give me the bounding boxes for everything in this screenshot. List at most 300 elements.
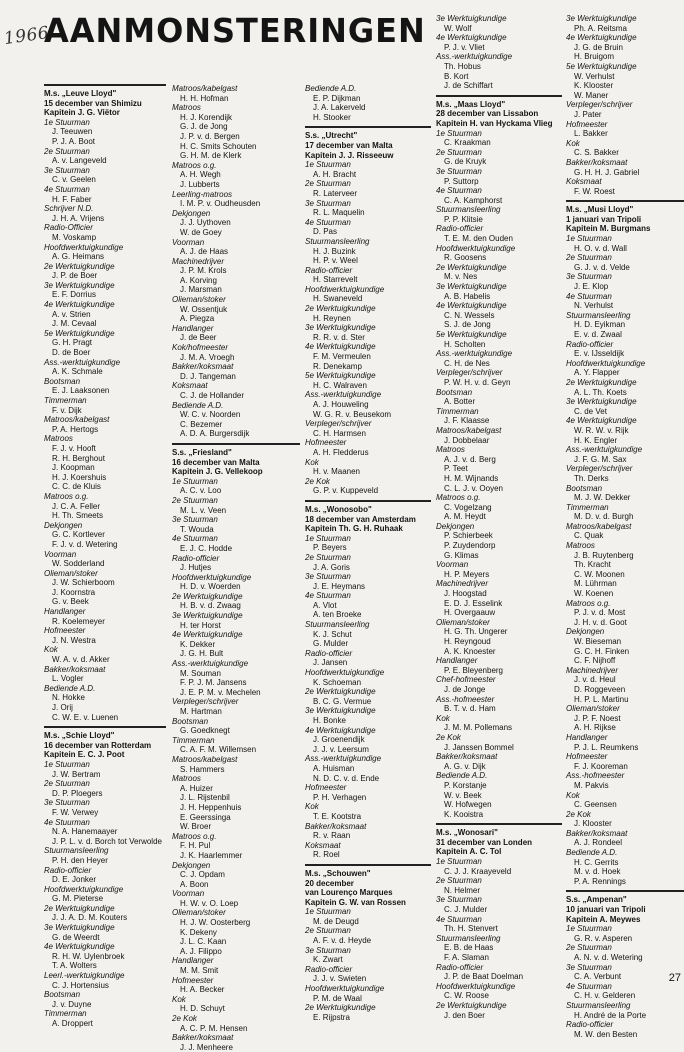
crew-member: G. de Weerdt	[52, 932, 100, 942]
crew-role: Matroos	[172, 103, 201, 113]
crew-member: A. K. Knoester	[444, 646, 496, 656]
crew-member: M. Souman	[180, 668, 221, 678]
crew-member: P. P. Klitsie	[444, 214, 483, 224]
crew-member: A. K. Schmale	[52, 367, 103, 377]
crew-member: P. A. Hertogs	[52, 424, 99, 434]
crew-role: Dekjongen	[172, 208, 211, 218]
crew-role: Hoofdwerktuigkundige	[436, 243, 516, 253]
crew-member: J. J. A. D. M. Kouters	[52, 913, 128, 923]
crew-role: 5e Werktuigkundige	[305, 371, 376, 381]
crew-member: H. D. Eyikman	[574, 320, 626, 330]
crew-member: W. Bieseman	[574, 637, 622, 646]
crew-role: 3e Stuurman	[436, 895, 482, 905]
crew-member: M. M. Smit	[180, 966, 219, 976]
crew-role: Dekjongen	[566, 627, 605, 637]
crew-member: J. de Schiffart	[444, 81, 493, 91]
crew-member: N. A. Hanemaayer	[52, 827, 118, 837]
ship-captain: Kapitein J. G. Vellekoop	[172, 467, 263, 477]
crew-member: J. P. de Baat Doelman	[444, 972, 524, 982]
ship-date: 16 december van Malta	[172, 457, 260, 467]
ship-name: M.s. „Wonosobo"	[305, 504, 372, 514]
crew-role: Matroos/kabelgast	[436, 425, 502, 435]
ship-captain: Kapitein E. C. J. Poot	[44, 750, 125, 760]
crew-member: Th. H. Stenvert	[444, 924, 498, 934]
crew-role: Verpleger/schrijver	[566, 464, 633, 474]
crew-member: D. E. Jonker	[52, 875, 97, 885]
ship-date: 31 december van Londen	[436, 837, 533, 847]
crew-role: Handlanger	[436, 656, 478, 666]
crew-member: C. v. Geelen	[52, 175, 96, 185]
crew-role: 3e Stuurman	[44, 165, 90, 175]
crew-role: Koksmaat	[566, 177, 602, 187]
crew-member: A. Huisman	[313, 763, 355, 773]
crew-role: 4e Stuurman	[305, 217, 351, 227]
ship-entry	[436, 823, 562, 1020]
ship-entry	[305, 126, 431, 496]
crew-member: P. J. v. d. Most	[574, 608, 626, 618]
crew-member: A. J. Filippo	[180, 946, 222, 956]
crew-member: F. A. Slaman	[444, 953, 489, 962]
crew-member: A. G. Heimans	[52, 252, 105, 262]
crew-member: C. J. J. Kraayeveld	[444, 866, 512, 876]
crew-role: Radio-officier	[436, 962, 484, 972]
crew-member: M. D. v. d. Burgh	[574, 512, 634, 522]
crew-role: Kok	[305, 457, 319, 467]
crew-member: J. P. F. Noest	[574, 713, 621, 723]
crew-member: F. H. Pul	[180, 841, 211, 851]
ship-header	[44, 731, 166, 760]
crew-member: H. P. Meyers	[444, 569, 490, 579]
crew-role: 4e Stuurman	[44, 817, 90, 827]
crew-role: 4e Werktuigkundige	[436, 33, 507, 43]
ship-header	[305, 869, 431, 907]
section-rule	[305, 500, 431, 502]
crew-member: G. J. de Jong	[180, 122, 228, 132]
crew-role: 4e Werktuigkundige	[44, 942, 115, 952]
crew-role: Bediende A.D.	[305, 84, 357, 93]
crew-role: 3e Werktuigkundige	[44, 923, 115, 933]
crew-member: C. J. Mulder	[444, 905, 488, 915]
crew-member: H. C. Smits Schouten	[180, 141, 257, 151]
crew-member: G. J. v. d. Velde	[574, 262, 630, 272]
crew-role: 3e Werktuigkundige	[172, 611, 243, 621]
crew-member: P. Zuydendorp	[444, 541, 496, 551]
crew-role: 4e Stuurman	[566, 981, 612, 991]
crew-role: 2e Werktuigkundige	[566, 377, 637, 387]
crew-member: W. A. v. d. Akker	[52, 655, 110, 665]
crew-member: G. Mulder	[313, 639, 349, 649]
crew-member: C. H. de Nes	[444, 358, 490, 368]
crew-role: Machinedrijver	[566, 665, 619, 675]
crew-member: F. W. Verwey	[52, 807, 99, 817]
crew-member: A. Korving	[180, 275, 217, 285]
crew-member: G. C. H. Finken	[574, 646, 630, 656]
crew-role: 5e Werktuigkundige	[44, 328, 115, 338]
crew-member: C. Geensen	[574, 800, 617, 810]
crew-role: 2e Stuurman	[44, 779, 90, 789]
crew-member: Th. Kracht	[574, 560, 611, 570]
crew-member: G. H. M. de Klerk	[180, 151, 242, 161]
crew-role: Stuurmansleerling	[305, 236, 370, 246]
crew-role: Matroos o.g.	[44, 491, 89, 501]
crew-member: H. F. Faber	[52, 194, 92, 204]
crew-member: T. A. Wolters	[52, 961, 97, 971]
crew-member: N. Verhulst	[574, 301, 614, 311]
crew-role: Timmerman	[172, 735, 215, 745]
crew-member: H. v. Maanen	[313, 467, 360, 477]
section-rule	[44, 726, 166, 728]
crew-role: Verpleger/schrijver	[305, 419, 372, 429]
crew-role: 3e Werktuigkundige	[44, 280, 115, 290]
ship-name: M.s. „Leuve Lloyd"	[44, 89, 117, 98]
crew-role: 3e Werktuigkundige	[436, 282, 507, 292]
crew-member: H. D. v. Woerden	[180, 582, 241, 592]
crew-role: Matroos/kabelgast	[172, 754, 238, 764]
crew-member: M. Pakvis	[574, 780, 609, 790]
crew-member: W. R. W. v. Rijk	[574, 425, 629, 435]
crew-role: Timmerman	[44, 396, 87, 405]
crew-role: 4e Werktuigkundige	[172, 630, 243, 640]
ship-date: 17 december van Malta	[305, 140, 393, 150]
crew-member: M. Hartman	[180, 707, 222, 716]
crew-role: Hofmeester	[305, 438, 347, 448]
crew-role: 2e Stuurman	[172, 495, 218, 505]
crew-member: J. Teeuwen	[52, 127, 93, 137]
crew-role: 2e Stuurman	[436, 876, 482, 886]
crew-member: K. Zwart	[313, 955, 343, 965]
crew-member: H. A. Becker	[180, 985, 225, 995]
crew-member: P. J. L. Reumkens	[574, 742, 639, 752]
crew-role: Timmerman	[566, 502, 609, 512]
crew-role: Ass.-hofmeester	[436, 694, 495, 704]
crew-role: Bakker/koksmaat	[436, 752, 498, 762]
page-number: 27	[668, 972, 681, 984]
ship-name: S.s. „Utrecht"	[305, 131, 358, 141]
crew-member: J. F. Klaasse	[444, 416, 490, 426]
crew-role: 4e Werktuigkundige	[44, 300, 115, 310]
crew-member: H. D. Schuyt	[180, 1004, 225, 1014]
crew-role: 3e Stuurman	[305, 945, 351, 955]
crew-role: Radio-officier	[305, 265, 353, 275]
crew-role: Radio-officier	[172, 553, 220, 563]
ship-name: M.s. „Schie Lloyd"	[44, 731, 115, 741]
crew-role: Matroos o.g.	[172, 160, 217, 170]
crew-member: A. Droppert	[52, 1019, 93, 1028]
crew-role: Hofmeester	[44, 626, 86, 636]
crew-member: G. R. v. Asperen	[574, 933, 633, 943]
crew-role: 4e Werktuigkundige	[566, 33, 637, 43]
crew-member: A. F. v. d. Heyde	[313, 936, 372, 946]
crew-member: H. Bruigom	[574, 52, 615, 62]
crew-member: A. J. de Haas	[180, 247, 229, 257]
ship-name: M.s. „Wonosari"	[436, 828, 498, 838]
crew-member: K. Kooistra	[444, 809, 484, 819]
crew-role: Stuurmansleerling	[566, 310, 631, 320]
crew-role: 1e Stuurman	[305, 160, 351, 170]
crew-member: H. Th. Smeets	[52, 511, 103, 521]
crew-member: A. ten Broeke	[313, 610, 362, 620]
crew-role: Hoofdwerktuigkundige	[305, 668, 385, 678]
crew-role: 4e Werktuigkundige	[305, 342, 376, 352]
crew-role: Stuurmansleerling	[44, 846, 109, 856]
crew-role: 3e Werktuigkundige	[566, 14, 637, 23]
crew-member: H. J. Buzink	[313, 246, 356, 256]
crew-role: 2e Kok	[566, 809, 591, 819]
crew-member: C. J. de Hollander	[180, 391, 245, 400]
crew-role: 2e Werktuigkundige	[305, 1003, 376, 1013]
crew-role: 2e Kok	[436, 732, 461, 742]
crew-member: J. B. Ruytenberg	[574, 550, 634, 560]
ship-entry	[436, 95, 562, 820]
crew-role: Leerling-matroos	[172, 189, 233, 199]
crew-member: C. Vogelzang	[444, 502, 492, 512]
crew-member: R. Laterveer	[313, 188, 358, 198]
crew-role: Matroos/kabelgast	[44, 415, 110, 425]
crew-member: J. Groenendijk	[313, 735, 365, 745]
crew-member: E. Rijpstra	[313, 1012, 350, 1022]
crew-role: Olieman/stoker	[172, 908, 226, 918]
crew-role: Dekjongen	[436, 521, 475, 531]
crew-member: R. H. Berghout	[52, 453, 105, 463]
crew-role: Matroos/kabelgast	[172, 84, 238, 93]
crew-role: 3e Stuurman	[436, 166, 482, 176]
ship-date: 15 december van Shimizu	[44, 98, 142, 108]
crew-member: J. P. M. Krols	[180, 266, 227, 276]
crew-member: H. ter Horst	[180, 620, 221, 630]
crew-member: P. H. Verhagen	[313, 792, 367, 802]
crew-role: 2e Stuurman	[44, 146, 90, 156]
crew-member: A. H. Rijkse	[574, 723, 616, 733]
crew-member: G. H. H. J. Gabriel	[574, 167, 640, 177]
crew-member: M. Voskamp	[52, 232, 97, 242]
crew-role: 1e Stuurman	[172, 476, 218, 486]
crew-member: H. Swaneveld	[313, 294, 363, 304]
ship-header	[44, 89, 166, 118]
crew-member: A. M. Heydt	[444, 512, 486, 522]
crew-role: Olieman/stoker	[566, 704, 620, 714]
crew-member: F. v. Dijk	[52, 405, 82, 415]
crew-member: H. C. Gerrits	[574, 857, 619, 867]
crew-member: H. Overgaauw	[444, 608, 496, 618]
crew-role: Kok	[566, 138, 580, 148]
section-rule	[44, 84, 166, 86]
crew-member: C. A. Verbunt	[574, 972, 622, 982]
crew-member: H. Scholten	[444, 339, 486, 349]
ship-entry	[44, 726, 166, 1028]
crew-role: 3e Werktuigkundige	[566, 397, 637, 407]
crew-role: Bakker/koksmaat	[172, 1033, 234, 1043]
crew-role: Handlanger	[566, 732, 608, 742]
crew-role: 2e Werktuigkundige	[44, 903, 115, 913]
crew-member: R. H. W. Uylenbroek	[52, 951, 125, 961]
crew-member: B. T. v. d. Ham	[444, 704, 496, 714]
crew-role: Kok	[566, 790, 580, 800]
crew-member: S. Hammers	[180, 764, 225, 774]
crew-member: K. Dekeny	[180, 927, 217, 937]
crew-role: 3e Werktuigkundige	[305, 323, 376, 333]
ship-captain: Kapitein A. Meywes	[566, 914, 641, 924]
crew-role: Kok	[436, 713, 450, 723]
crew-role: Dekjongen	[44, 520, 83, 530]
crew-role: Timmerman	[44, 1009, 87, 1019]
crew-member: M. W. den Besten	[574, 1029, 638, 1039]
crew-role: 3e Stuurman	[305, 572, 351, 582]
crew-role: Kok	[172, 994, 186, 1004]
ship-captain: Kapitein M. Burgmans	[566, 224, 651, 234]
ship-entry	[566, 890, 684, 1039]
ship-date: 18 december van Amsterdam	[305, 514, 416, 524]
crew-member: C. C. de Kluis	[52, 482, 101, 492]
crew-member: C. N. Wessels	[444, 310, 495, 320]
crew-member: H. André de la Porte	[574, 1010, 647, 1020]
ship-entry	[305, 84, 431, 122]
crew-member: J. J. v. Swieten	[313, 974, 367, 984]
crew-member: J. M. Cevaal	[52, 319, 97, 329]
ship-name: M.s. „Schouwen"	[305, 868, 371, 878]
crew-role: 4e Stuurman	[436, 914, 482, 924]
crew-role: 3e Stuurman	[566, 272, 612, 282]
crew-member: M. Lührman	[574, 579, 617, 589]
crew-member: P. Korstanje	[444, 780, 487, 790]
crew-member: H. K. Engler	[574, 435, 618, 445]
crew-role: 2e Werktuigkundige	[436, 1000, 507, 1010]
crew-member: A. H. Bracht	[313, 169, 357, 179]
handwritten-year: 1966	[2, 22, 51, 50]
crew-role: Hofmeester	[172, 975, 214, 985]
crew-role: 4e Stuurman	[44, 184, 90, 194]
crew-member: J. Koornstra	[52, 587, 96, 597]
crew-member: H. H. Hofman	[180, 93, 229, 103]
crew-member: H. Starrevelt	[313, 275, 358, 285]
crew-member: J. H. A. Vrijens	[52, 213, 105, 223]
crew-member: A. N. v. d. Wetering	[574, 953, 643, 962]
crew-member: K. Dekker	[180, 639, 216, 649]
crew-member: J. H. Heppenhuis	[180, 802, 242, 812]
crew-member: J. E. Klop	[574, 282, 609, 292]
crew-role: Verpleger/schrijver	[172, 697, 239, 707]
crew-member: A. L. Th. Koets	[574, 387, 627, 397]
crew-role: 2e Werktuigkundige	[305, 687, 376, 697]
crew-member: P. E. Bleyenberg	[444, 665, 504, 675]
ship-date: 28 december van Lissabon	[436, 109, 539, 119]
ship-captain: Kapitein A. C. Tol	[436, 847, 502, 857]
crew-member: A. C. P. M. Hensen	[180, 1023, 248, 1033]
crew-role: 2e Stuurman	[305, 552, 351, 562]
crew-member: J. L. C. Kaan	[180, 937, 227, 947]
crew-role: 2e Werktuigkundige	[172, 591, 243, 601]
crew-role: 4e Stuurman	[305, 591, 351, 601]
crew-member: M. J. W. Dekker	[574, 493, 631, 503]
crew-member: H. G. Th. Ungerer	[444, 627, 508, 637]
crew-member: P. A. Rennings	[574, 876, 626, 886]
ship-name: M.s. „Maas Lloyd"	[436, 99, 506, 109]
crew-member: R. L. Maquelin	[313, 208, 365, 218]
crew-member: C. F. Nijhoff	[574, 656, 616, 666]
crew-member: J. C. A. Feller	[52, 501, 101, 511]
crew-role: Bakker/koksmaat	[305, 821, 367, 831]
crew-role: Bediende A.D.	[172, 400, 224, 410]
crew-member: J. Dobbelaar	[444, 435, 490, 445]
crew-role: Voorman	[172, 237, 205, 247]
section-rule	[305, 864, 431, 866]
ship-header	[436, 100, 562, 129]
crew-member: C. L. J. v. Ooyen	[444, 483, 503, 493]
crew-role: 2e Stuurman	[566, 943, 612, 953]
crew-member: J. Hoogstad	[444, 589, 487, 599]
ship-entry	[172, 443, 300, 1052]
crew-role: 3e Werktuigkundige	[305, 706, 376, 716]
crew-role: 2e Werktuigkundige	[305, 304, 376, 314]
crew-member: A. Y. Flapper	[574, 368, 620, 378]
crew-role: 1e Stuurman	[436, 857, 482, 867]
ship-header	[436, 828, 562, 857]
ship-date: 16 december van Rotterdam	[44, 740, 152, 750]
crew-member: H. J. Korendijk	[180, 112, 233, 122]
crew-role: Ass.-werktuigkundige	[436, 52, 513, 62]
crew-role: Ass.-werktuigkundige	[305, 754, 382, 764]
crew-role: Ass.-werktuigkundige	[566, 445, 643, 455]
crew-member: A. G. v. Dijk	[444, 761, 486, 771]
crew-member: J. de Beer	[180, 333, 217, 343]
crew-member: P. Suttorp	[444, 176, 479, 186]
crew-member: W. Broer	[180, 822, 212, 832]
ship-entry	[172, 84, 300, 439]
crew-member: J. J. v. Leersum	[313, 744, 369, 754]
crew-member: D. J. Tangeman	[180, 371, 236, 381]
crew-member: J. W. Bertram	[52, 769, 101, 779]
crew-member: W. Maner	[574, 90, 609, 100]
ship-entry	[305, 500, 431, 860]
crew-member: A. J. Rondeel	[574, 838, 623, 848]
crew-member: K. Klooster	[574, 81, 614, 91]
crew-member: R. Koelemeyer	[52, 616, 105, 626]
crew-member: H. M. Wijnands	[444, 473, 499, 483]
crew-role: Matroos	[44, 434, 73, 444]
crew-member: G. v. Beek	[52, 597, 89, 607]
crew-member: R. R. v. d. Ster	[313, 332, 365, 342]
crew-member: W. Sodderland	[52, 559, 105, 569]
crew-role: Stuurmansleerling	[436, 933, 501, 943]
crew-role: Handlanger	[44, 607, 86, 617]
ship-name: M.s. „Musi Lloyd"	[566, 205, 634, 215]
crew-role: Radio-Officier	[44, 223, 93, 233]
crew-role: Hofmeester	[566, 752, 608, 762]
crew-member: D. de Boer	[52, 348, 91, 358]
crew-member: R. Denekamp	[313, 361, 362, 371]
crew-role: Matroos o.g.	[436, 493, 481, 503]
crew-role: 2e Stuurman	[305, 926, 351, 936]
crew-role: Koksmaat	[172, 381, 208, 391]
crew-role: Voorman	[436, 560, 469, 570]
column-4	[436, 14, 562, 1020]
crew-role: Schrijver N.D.	[44, 204, 94, 214]
crew-member: A. B. Habelis	[444, 291, 491, 301]
crew-role: Matroos	[566, 541, 595, 551]
crew-role: Timmerman	[436, 406, 479, 416]
crew-role: 2e Kok	[305, 476, 330, 486]
crew-member: C. A. Kamphorst	[444, 195, 503, 205]
crew-member: J. Janssen Bommel	[444, 742, 514, 752]
ship-entry	[566, 200, 684, 886]
crew-member: J. Jansen	[313, 658, 348, 668]
crew-member: M. v. Nes	[444, 272, 478, 282]
ship-entry	[305, 864, 431, 1023]
crew-member: A. D. A. Burgersdijk	[180, 429, 250, 439]
crew-role: 1e Stuurman	[436, 128, 482, 138]
crew-member: J. Marsman	[180, 285, 222, 295]
crew-member: S. J. de Jong	[444, 320, 491, 330]
crew-member: A. H. Fledderus	[313, 447, 369, 457]
